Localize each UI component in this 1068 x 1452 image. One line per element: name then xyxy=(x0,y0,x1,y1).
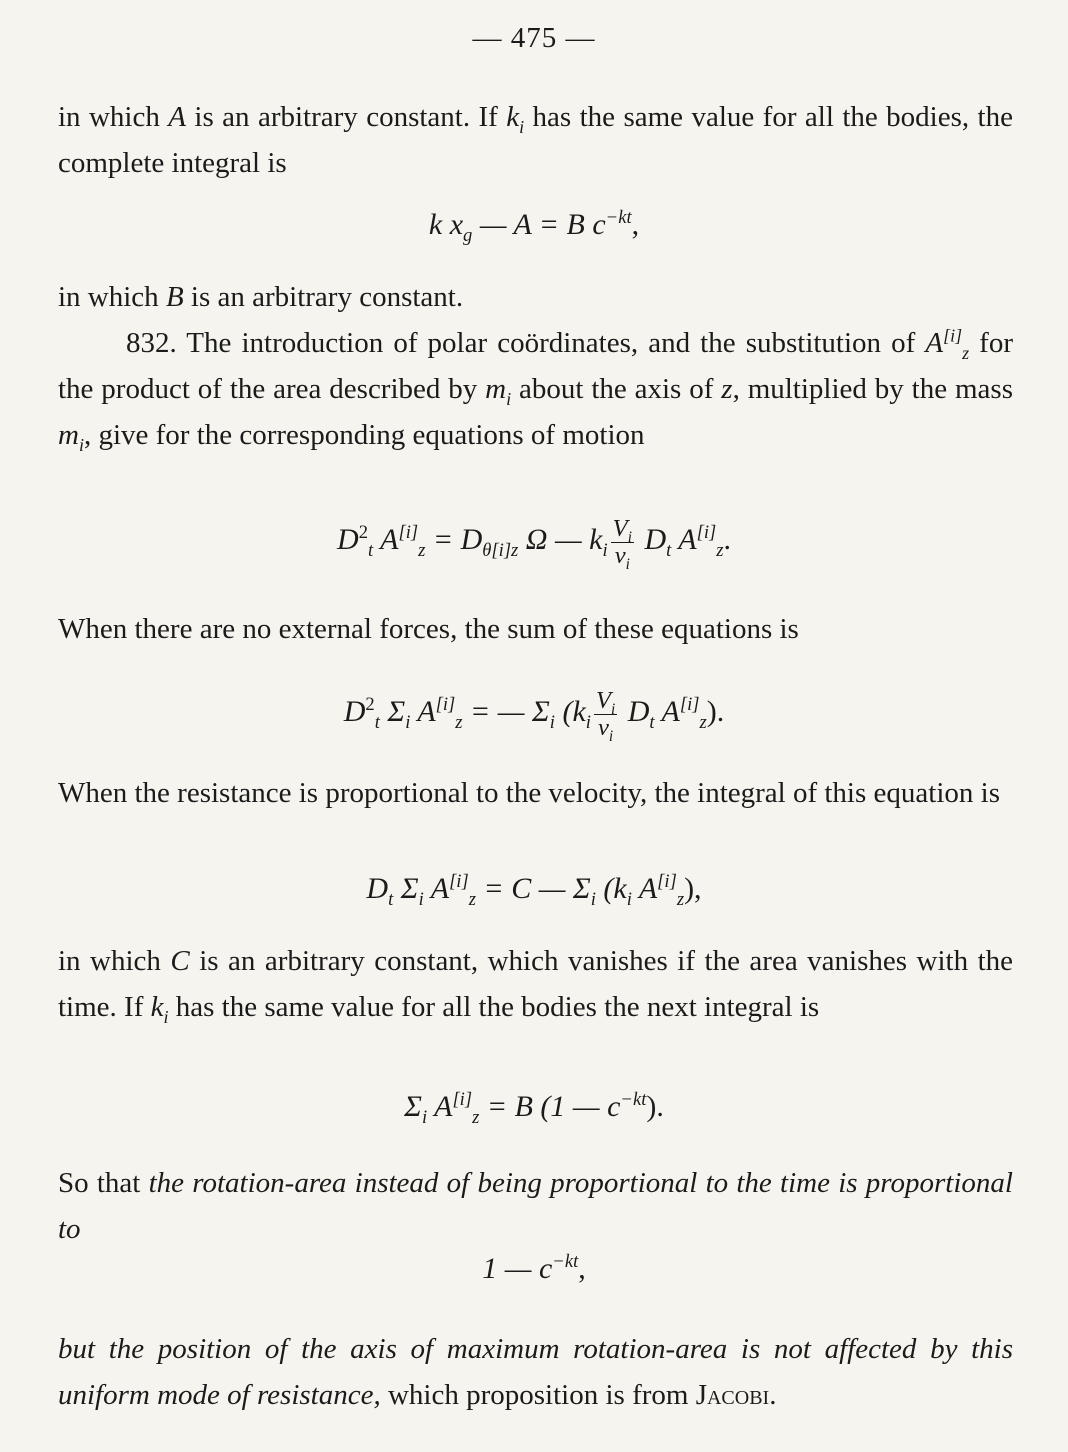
math: ). xyxy=(646,1090,664,1123)
equation-1 xyxy=(0,207,1068,246)
subscript: i xyxy=(78,434,84,455)
variable: A xyxy=(168,101,186,133)
subscript: t xyxy=(368,540,374,562)
math: D xyxy=(620,695,650,729)
math: A xyxy=(423,872,450,905)
superscript: −kt xyxy=(552,1251,579,1272)
math: A xyxy=(671,523,697,557)
math: . xyxy=(723,523,731,557)
subscript: z xyxy=(699,712,707,734)
subscript: i xyxy=(519,116,525,137)
italic-text: but the position of the axis of maximum rotation-area is not affected by this uniform mode of resistance, xyxy=(58,1333,1013,1411)
subscript: i xyxy=(626,889,632,910)
text: 832. The introduction of polar coördinates, and the substitution of xyxy=(126,327,926,359)
math: , xyxy=(578,1252,586,1285)
italic-text: the rotation-area instead of being proportional to the time is proportional to xyxy=(58,1167,1013,1245)
variable: A xyxy=(925,327,944,359)
superscript: [i] xyxy=(679,694,700,716)
subscript: t xyxy=(666,540,672,562)
math: Ω — k xyxy=(518,523,603,557)
math: Σ xyxy=(379,695,406,729)
subscript: z xyxy=(716,540,724,562)
math: Σ xyxy=(404,1090,422,1123)
fraction xyxy=(594,687,617,745)
subscript: z xyxy=(472,1107,480,1128)
author-name: Jacobi xyxy=(695,1379,770,1411)
superscript: [i] xyxy=(943,325,963,346)
paragraph-5 xyxy=(58,770,1013,816)
subscript: z xyxy=(962,342,970,363)
text: is an arbitrary constant, which vanishes if the area vanishes with the time. If xyxy=(58,945,1014,1023)
subscript: z xyxy=(455,712,463,734)
math: A xyxy=(410,695,436,729)
subscript: i xyxy=(590,889,596,910)
math: A xyxy=(654,695,680,729)
variable: k xyxy=(506,101,520,133)
paragraph-7 xyxy=(58,1160,1013,1252)
math: V xyxy=(595,687,611,714)
variable: z xyxy=(721,373,733,405)
math: V xyxy=(612,515,628,542)
subscript: i xyxy=(608,727,614,745)
math: D xyxy=(337,523,359,557)
subscript: i xyxy=(405,712,411,734)
text: in which xyxy=(58,101,169,133)
text: , multiplied by the mass xyxy=(732,373,1013,405)
equation-3 xyxy=(0,687,1068,745)
paragraph-3 xyxy=(58,320,1013,458)
numerator xyxy=(611,515,634,546)
paragraph-2 xyxy=(58,274,1013,320)
equation-5 xyxy=(0,1089,1068,1128)
subscript: i xyxy=(418,889,424,910)
math: D xyxy=(366,872,389,905)
subscript: z xyxy=(418,540,426,562)
text: which proposition is from xyxy=(380,1379,696,1411)
superscript: 2 xyxy=(358,522,368,544)
subscript: t xyxy=(649,712,655,734)
subscript: i xyxy=(625,555,630,573)
text: . xyxy=(769,1379,777,1411)
fraction xyxy=(611,515,634,573)
text: about the axis of xyxy=(511,373,722,405)
subscript: t xyxy=(374,712,380,734)
math: D xyxy=(636,523,667,557)
variable: m xyxy=(485,373,507,405)
variable: B xyxy=(165,281,184,313)
math: ), xyxy=(684,872,702,905)
subscript: i xyxy=(506,388,512,409)
subscript: i xyxy=(585,712,591,734)
text: for the product of the area described by xyxy=(58,327,1013,405)
subscript: z xyxy=(468,889,476,910)
superscript: [i] xyxy=(452,1089,473,1110)
math: A xyxy=(631,872,658,905)
math: (k xyxy=(554,695,586,729)
superscript: 2 xyxy=(365,694,375,716)
math: = — Σ xyxy=(462,695,550,729)
superscript: [i] xyxy=(449,871,469,892)
variable: C xyxy=(170,945,190,977)
paragraph-8 xyxy=(58,1326,1013,1418)
math: v xyxy=(598,713,609,741)
denominator xyxy=(594,713,617,745)
subscript: z xyxy=(676,889,685,910)
numerator xyxy=(594,687,617,718)
text: When there are no external forces, the sum of these equations is xyxy=(58,613,799,645)
equation-2 xyxy=(0,515,1068,573)
text: in which xyxy=(58,281,166,313)
text: has the same value for all the bodies the next integral is xyxy=(168,991,820,1023)
math: Σ xyxy=(393,872,419,905)
text: in which xyxy=(58,945,171,977)
text: is an arbitrary constant. If xyxy=(185,101,507,133)
subscript: i xyxy=(610,700,616,718)
math: k x xyxy=(428,208,464,241)
equation-4 xyxy=(0,871,1068,910)
math: 1 — c xyxy=(482,1252,553,1285)
text: So that xyxy=(58,1167,149,1199)
math: A xyxy=(427,1090,453,1123)
subscript: g xyxy=(463,225,473,246)
subscript: i xyxy=(602,540,608,562)
subscript: i xyxy=(627,528,632,546)
math: D xyxy=(343,695,366,729)
text: When the resistance is proportional to the velocity, the integral of this equation is xyxy=(58,777,1000,809)
page-number: — 475 — xyxy=(472,22,596,54)
math: = B (1 — c xyxy=(479,1090,621,1123)
equation-6 xyxy=(0,1252,1068,1286)
superscript: −kt xyxy=(620,1089,647,1110)
superscript: [i] xyxy=(435,694,456,716)
variable: k xyxy=(150,991,164,1023)
math: , xyxy=(631,208,640,241)
subscript: θ[i]z xyxy=(482,540,519,562)
subscript: i xyxy=(163,1006,169,1027)
math: v xyxy=(614,541,626,569)
denominator xyxy=(611,541,634,573)
math: (k xyxy=(595,872,627,905)
math: = D xyxy=(425,523,483,557)
paragraph-1 xyxy=(58,94,1013,186)
superscript: −kt xyxy=(605,207,632,228)
superscript: [i] xyxy=(657,871,677,892)
text: has the same value for all the bodies, the complete integral is xyxy=(58,101,1013,179)
text: is an arbitrary constant. xyxy=(183,281,464,313)
subscript: t xyxy=(388,889,394,910)
paragraph-4 xyxy=(58,606,1013,652)
subscript: i xyxy=(421,1107,428,1128)
subscript: i xyxy=(549,712,555,734)
math: = C — Σ xyxy=(475,872,591,905)
superscript: [i] xyxy=(398,522,419,544)
variable: m xyxy=(58,419,79,451)
paragraph-6 xyxy=(58,938,1013,1030)
math: ). xyxy=(706,695,725,729)
math: — A = B c xyxy=(472,208,606,241)
text: , give for the corresponding equations of motion xyxy=(83,419,645,451)
math: A xyxy=(373,523,399,557)
superscript: [i] xyxy=(696,522,717,544)
